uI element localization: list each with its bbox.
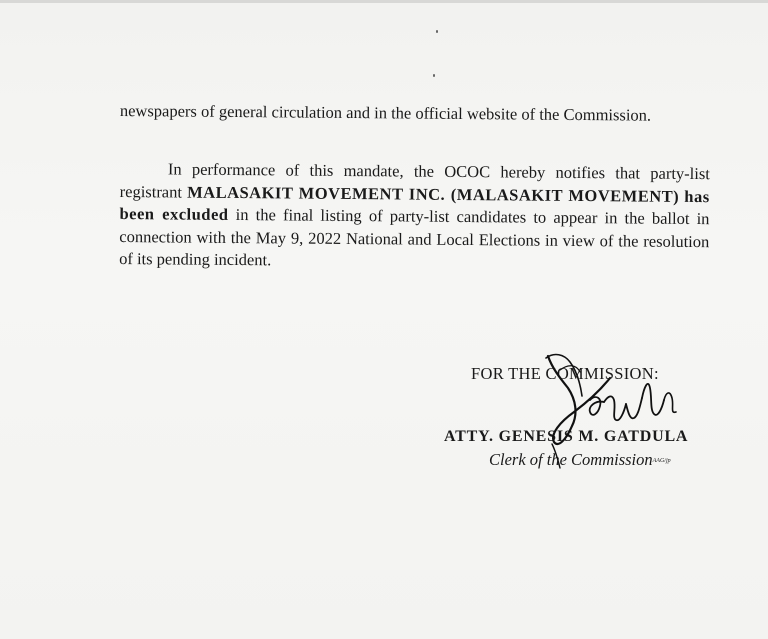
notice-rest: in the final listing of party-list candidates to appear in the ballot in connection with the May 9, 2022 National and Local Elections in view of the resolution of its pending incident. bbox=[119, 204, 710, 270]
closing-line: FOR THE COMMISSION: bbox=[471, 364, 659, 383]
signer-title: Clerk of the Commission bbox=[489, 450, 653, 469]
paragraph-continuation: newspapers of general circulation and in the official website of the Commission. bbox=[119, 100, 652, 125]
signer-name: ATTY. GENESIS M. GATDULA bbox=[444, 428, 689, 445]
reference-initials: AAG/jp bbox=[652, 458, 671, 465]
handwritten-signature bbox=[530, 348, 700, 478]
scan-speck bbox=[436, 30, 438, 33]
registrant-name: MALASAKIT MOVEMENT INC. (MALASAKIT MOVEMENT) bbox=[187, 182, 680, 206]
notice-paragraph bbox=[119, 158, 710, 276]
exclusion-status: has been excluded bbox=[119, 186, 710, 224]
scan-speck bbox=[433, 74, 435, 77]
page-top-edge bbox=[0, 0, 768, 3]
notice-intro: In performance of this mandate, the OCOC hereby notifies that party-list registrant bbox=[119, 159, 710, 202]
